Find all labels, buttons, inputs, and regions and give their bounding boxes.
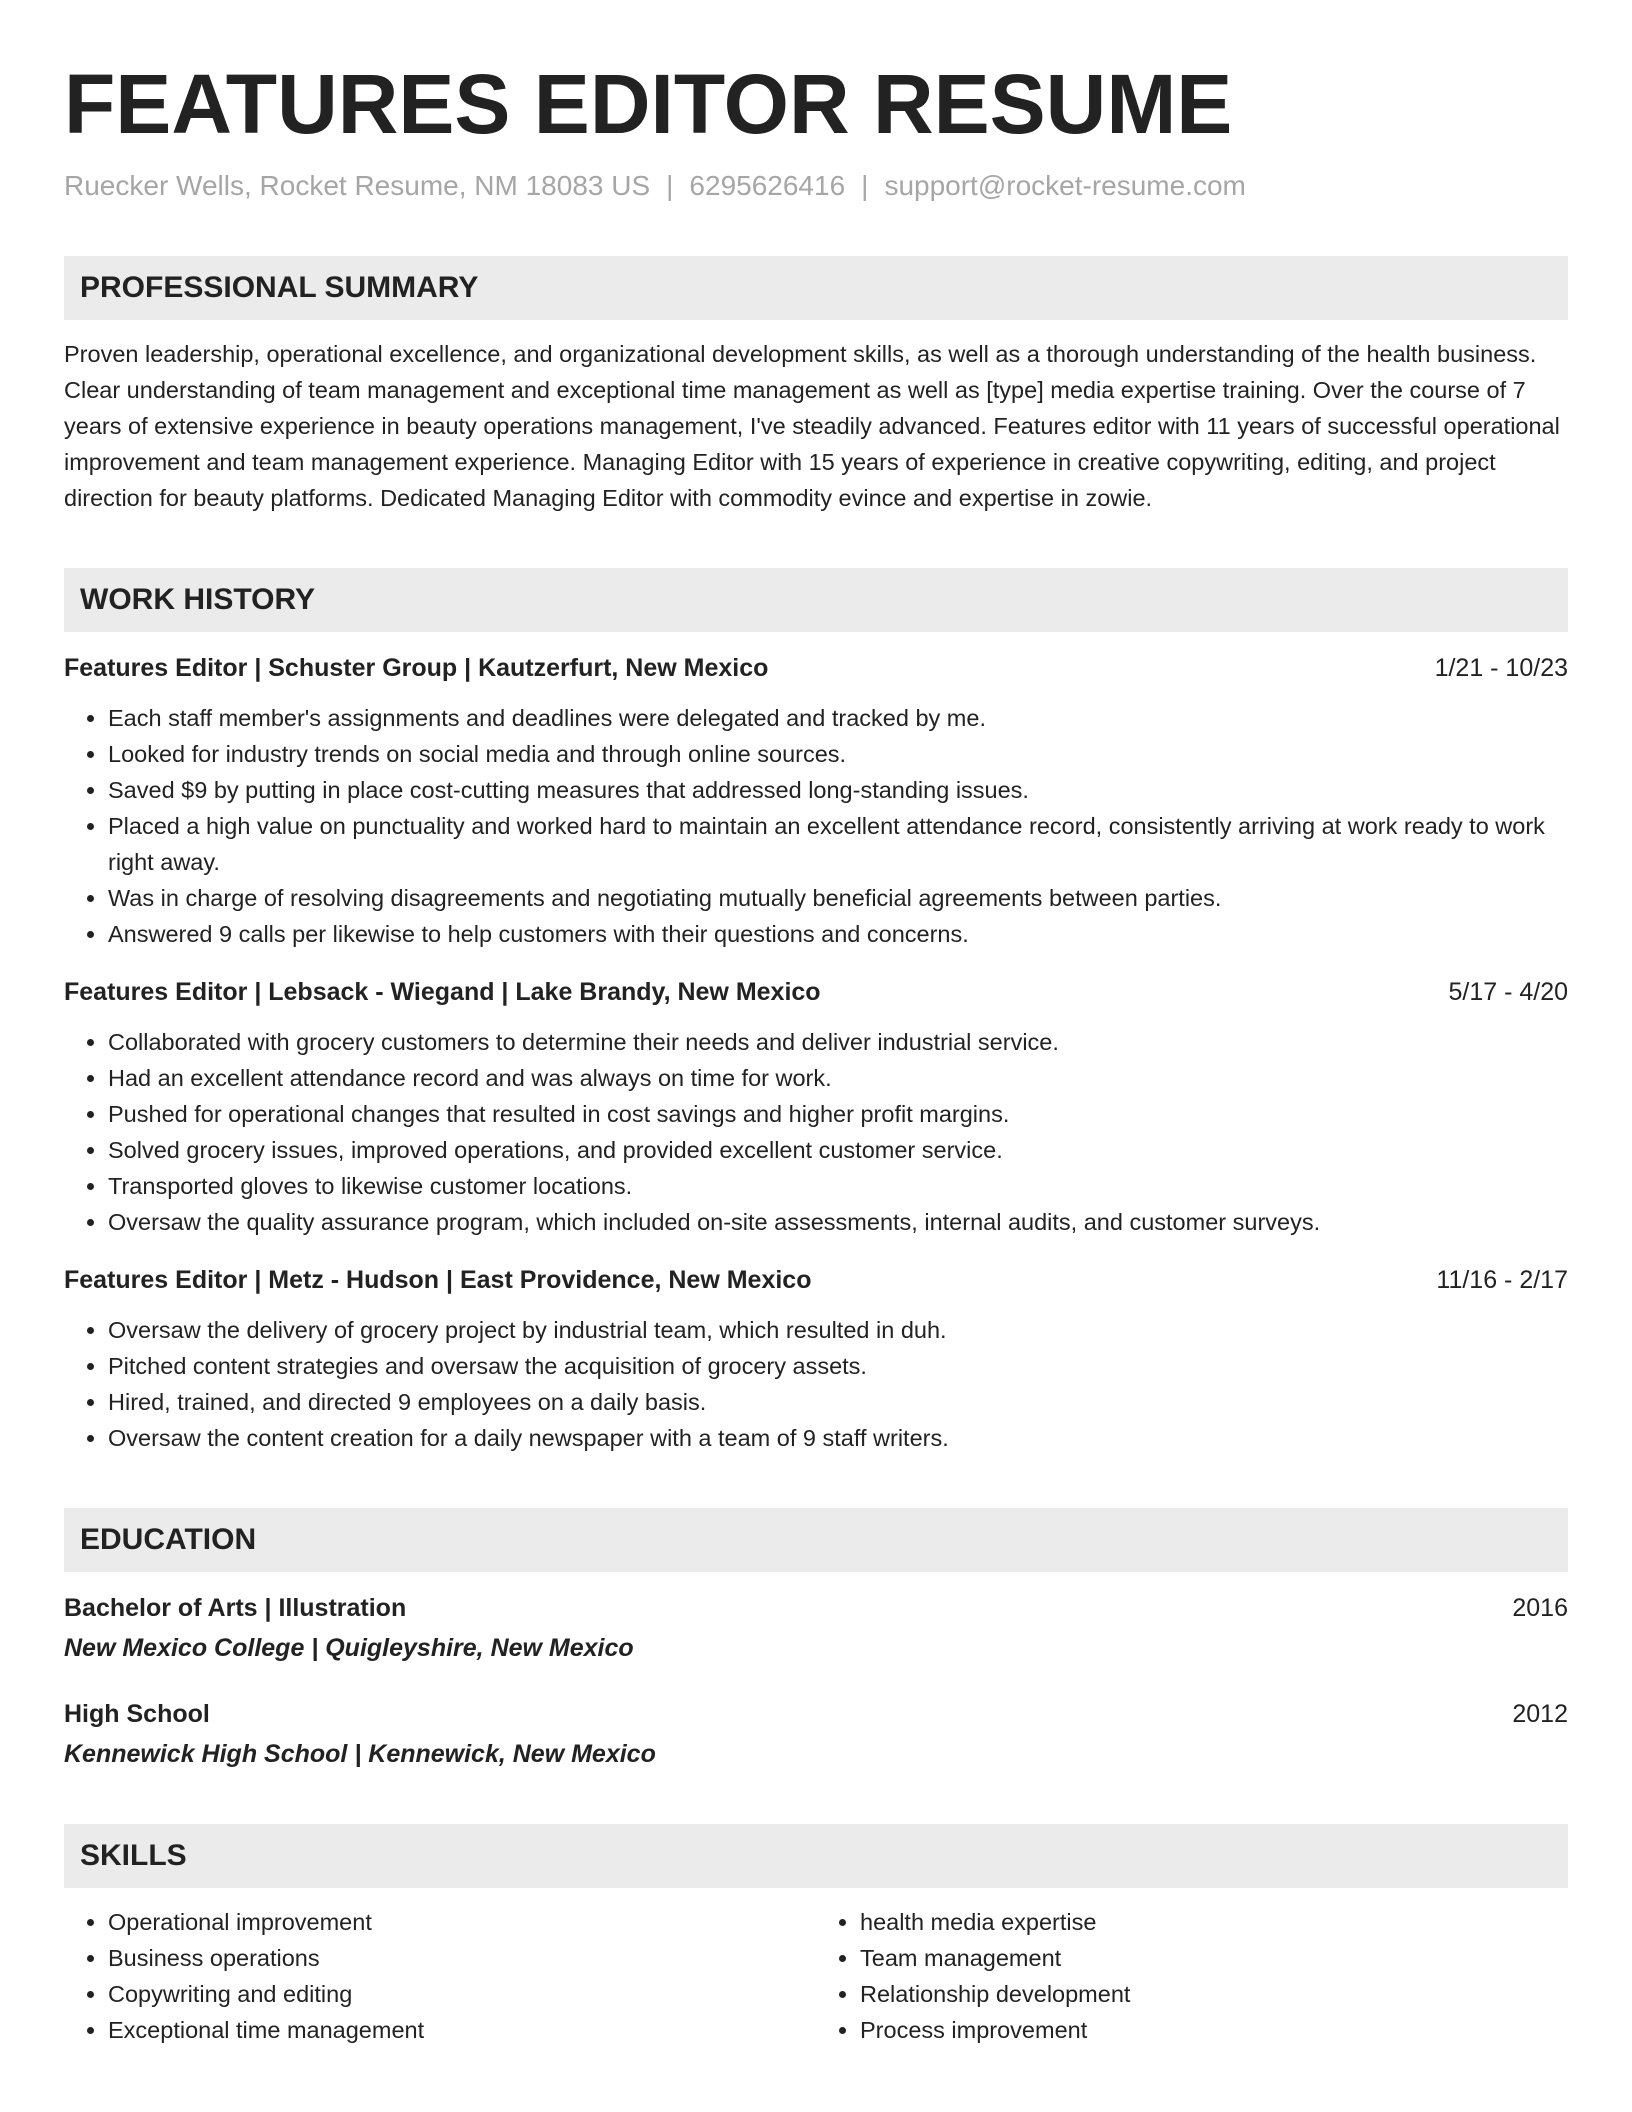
list-item: • Collaborated with grocery customers to determine their needs and deliver industrial service.	[108, 1024, 1568, 1060]
job-dates: 1/21 - 10/23	[1434, 654, 1568, 682]
job-header	[64, 1262, 1568, 1298]
job-title: Features Editor | Metz - Hudson | East Providence, New Mexico	[64, 1266, 812, 1294]
skill-item: • Exceptional time management	[108, 2012, 816, 2048]
education-entry	[64, 1590, 1568, 1666]
contact-separator: |	[666, 170, 674, 201]
skill-item: • Operational improvement	[108, 1904, 816, 1940]
skills-column-left	[64, 1904, 816, 2048]
list-item: • Solved grocery issues, improved operations, and provided excellent customer service.	[108, 1132, 1568, 1168]
education-header	[64, 1696, 1568, 1732]
section-header-skills: SKILLS	[64, 1824, 1568, 1888]
job-header	[64, 650, 1568, 686]
job-header	[64, 974, 1568, 1010]
skill-item: • Relationship development	[860, 1976, 1568, 2012]
job-entry	[64, 974, 1568, 1240]
list-item: • Saved $9 by putting in place cost-cutting measures that addressed long-standing issues.	[108, 772, 1568, 808]
contact-line	[64, 170, 1568, 202]
list-item: • Pitched content strategies and oversaw the acquisition of grocery assets.	[108, 1348, 1568, 1384]
job-entry	[64, 1262, 1568, 1456]
education-entry	[64, 1696, 1568, 1772]
job-bullets	[64, 1024, 1568, 1240]
skill-item: • Business operations	[108, 1940, 816, 1976]
job-title: Features Editor | Schuster Group | Kautzerfurt, New Mexico	[64, 654, 769, 682]
contact-address: Ruecker Wells, Rocket Resume, NM 18083 US	[64, 170, 651, 201]
job-title: Features Editor | Lebsack - Wiegand | Lake Brandy, New Mexico	[64, 978, 821, 1006]
list-item: • Hired, trained, and directed 9 employees on a daily basis.	[108, 1384, 1568, 1420]
section-header-education: EDUCATION	[64, 1508, 1568, 1572]
list-item: • Had an excellent attendance record and was always on time for work.	[108, 1060, 1568, 1096]
skills-list	[64, 1904, 1568, 2048]
education-degree: High School	[64, 1700, 210, 1728]
section-header-work-history: WORK HISTORY	[64, 568, 1568, 632]
resume-title: FEATURES EDITOR RESUME	[64, 57, 1233, 151]
summary-text: Proven leadership, operational excellence, and organizational development skills, as well as a thorough understanding of the health business. Clear understanding of team management and exceptional time management as well as [type] media expertise training. Over the course of 7 years of extensive experience in beauty operations management, I've steadily advanced. Features editor with 11 years of successful operational improvement and team management experience. Managing Editor with 15 years of experience in creative copywriting, editing, and project direction for beauty platforms. Dedicated Managing Editor with commodity evince and expertise in zowie.	[64, 341, 1560, 511]
list-item: • Placed a high value on punctuality and worked hard to maintain an excellent attendance record, consistently arriving at work ready to work right away.	[108, 808, 1568, 880]
skills-column-right	[816, 1904, 1568, 2048]
job-bullets	[64, 700, 1568, 952]
skill-item: • Team management	[860, 1940, 1568, 1976]
list-item: • Looked for industry trends on social media and through online sources.	[108, 736, 1568, 772]
contact-separator: |	[861, 170, 869, 201]
list-item: • Transported gloves to likewise customer locations.	[108, 1168, 1568, 1204]
education-school: New Mexico College | Quigleyshire, New Mexico	[64, 1634, 634, 1662]
list-item: • Answered 9 calls per likewise to help customers with their questions and concerns.	[108, 916, 1568, 952]
education-school: Kennewick High School | Kennewick, New Mexico	[64, 1740, 656, 1768]
list-item: • Was in charge of resolving disagreements and negotiating mutually beneficial agreements between parties.	[108, 880, 1568, 916]
education-year: 2016	[1512, 1594, 1568, 1622]
skill-item: • health media expertise	[860, 1904, 1568, 1940]
section-header-summary: PROFESSIONAL SUMMARY	[64, 256, 1568, 320]
education-header	[64, 1590, 1568, 1626]
job-dates: 11/16 - 2/17	[1436, 1266, 1568, 1294]
education-year: 2012	[1512, 1700, 1568, 1728]
list-item: • Oversaw the quality assurance program, which included on-site assessments, internal audits, and customer surveys.	[108, 1204, 1568, 1240]
skill-item: • Copywriting and editing	[108, 1976, 816, 2012]
list-item: • Oversaw the content creation for a daily newspaper with a team of 9 staff writers.	[108, 1420, 1568, 1456]
job-entry	[64, 650, 1568, 952]
list-item: • Each staff member's assignments and deadlines were delegated and tracked by me.	[108, 700, 1568, 736]
list-item: • Pushed for operational changes that resulted in cost savings and higher profit margins.	[108, 1096, 1568, 1132]
education-degree: Bachelor of Arts | Illustration	[64, 1594, 407, 1622]
skill-item: • Process improvement	[860, 2012, 1568, 2048]
job-bullets	[64, 1312, 1568, 1456]
list-item: • Oversaw the delivery of grocery project by industrial team, which resulted in duh.	[108, 1312, 1568, 1348]
contact-phone: 6295626416	[689, 170, 846, 201]
job-dates: 5/17 - 4/20	[1448, 978, 1568, 1006]
contact-email: support@rocket-resume.com	[884, 170, 1246, 201]
